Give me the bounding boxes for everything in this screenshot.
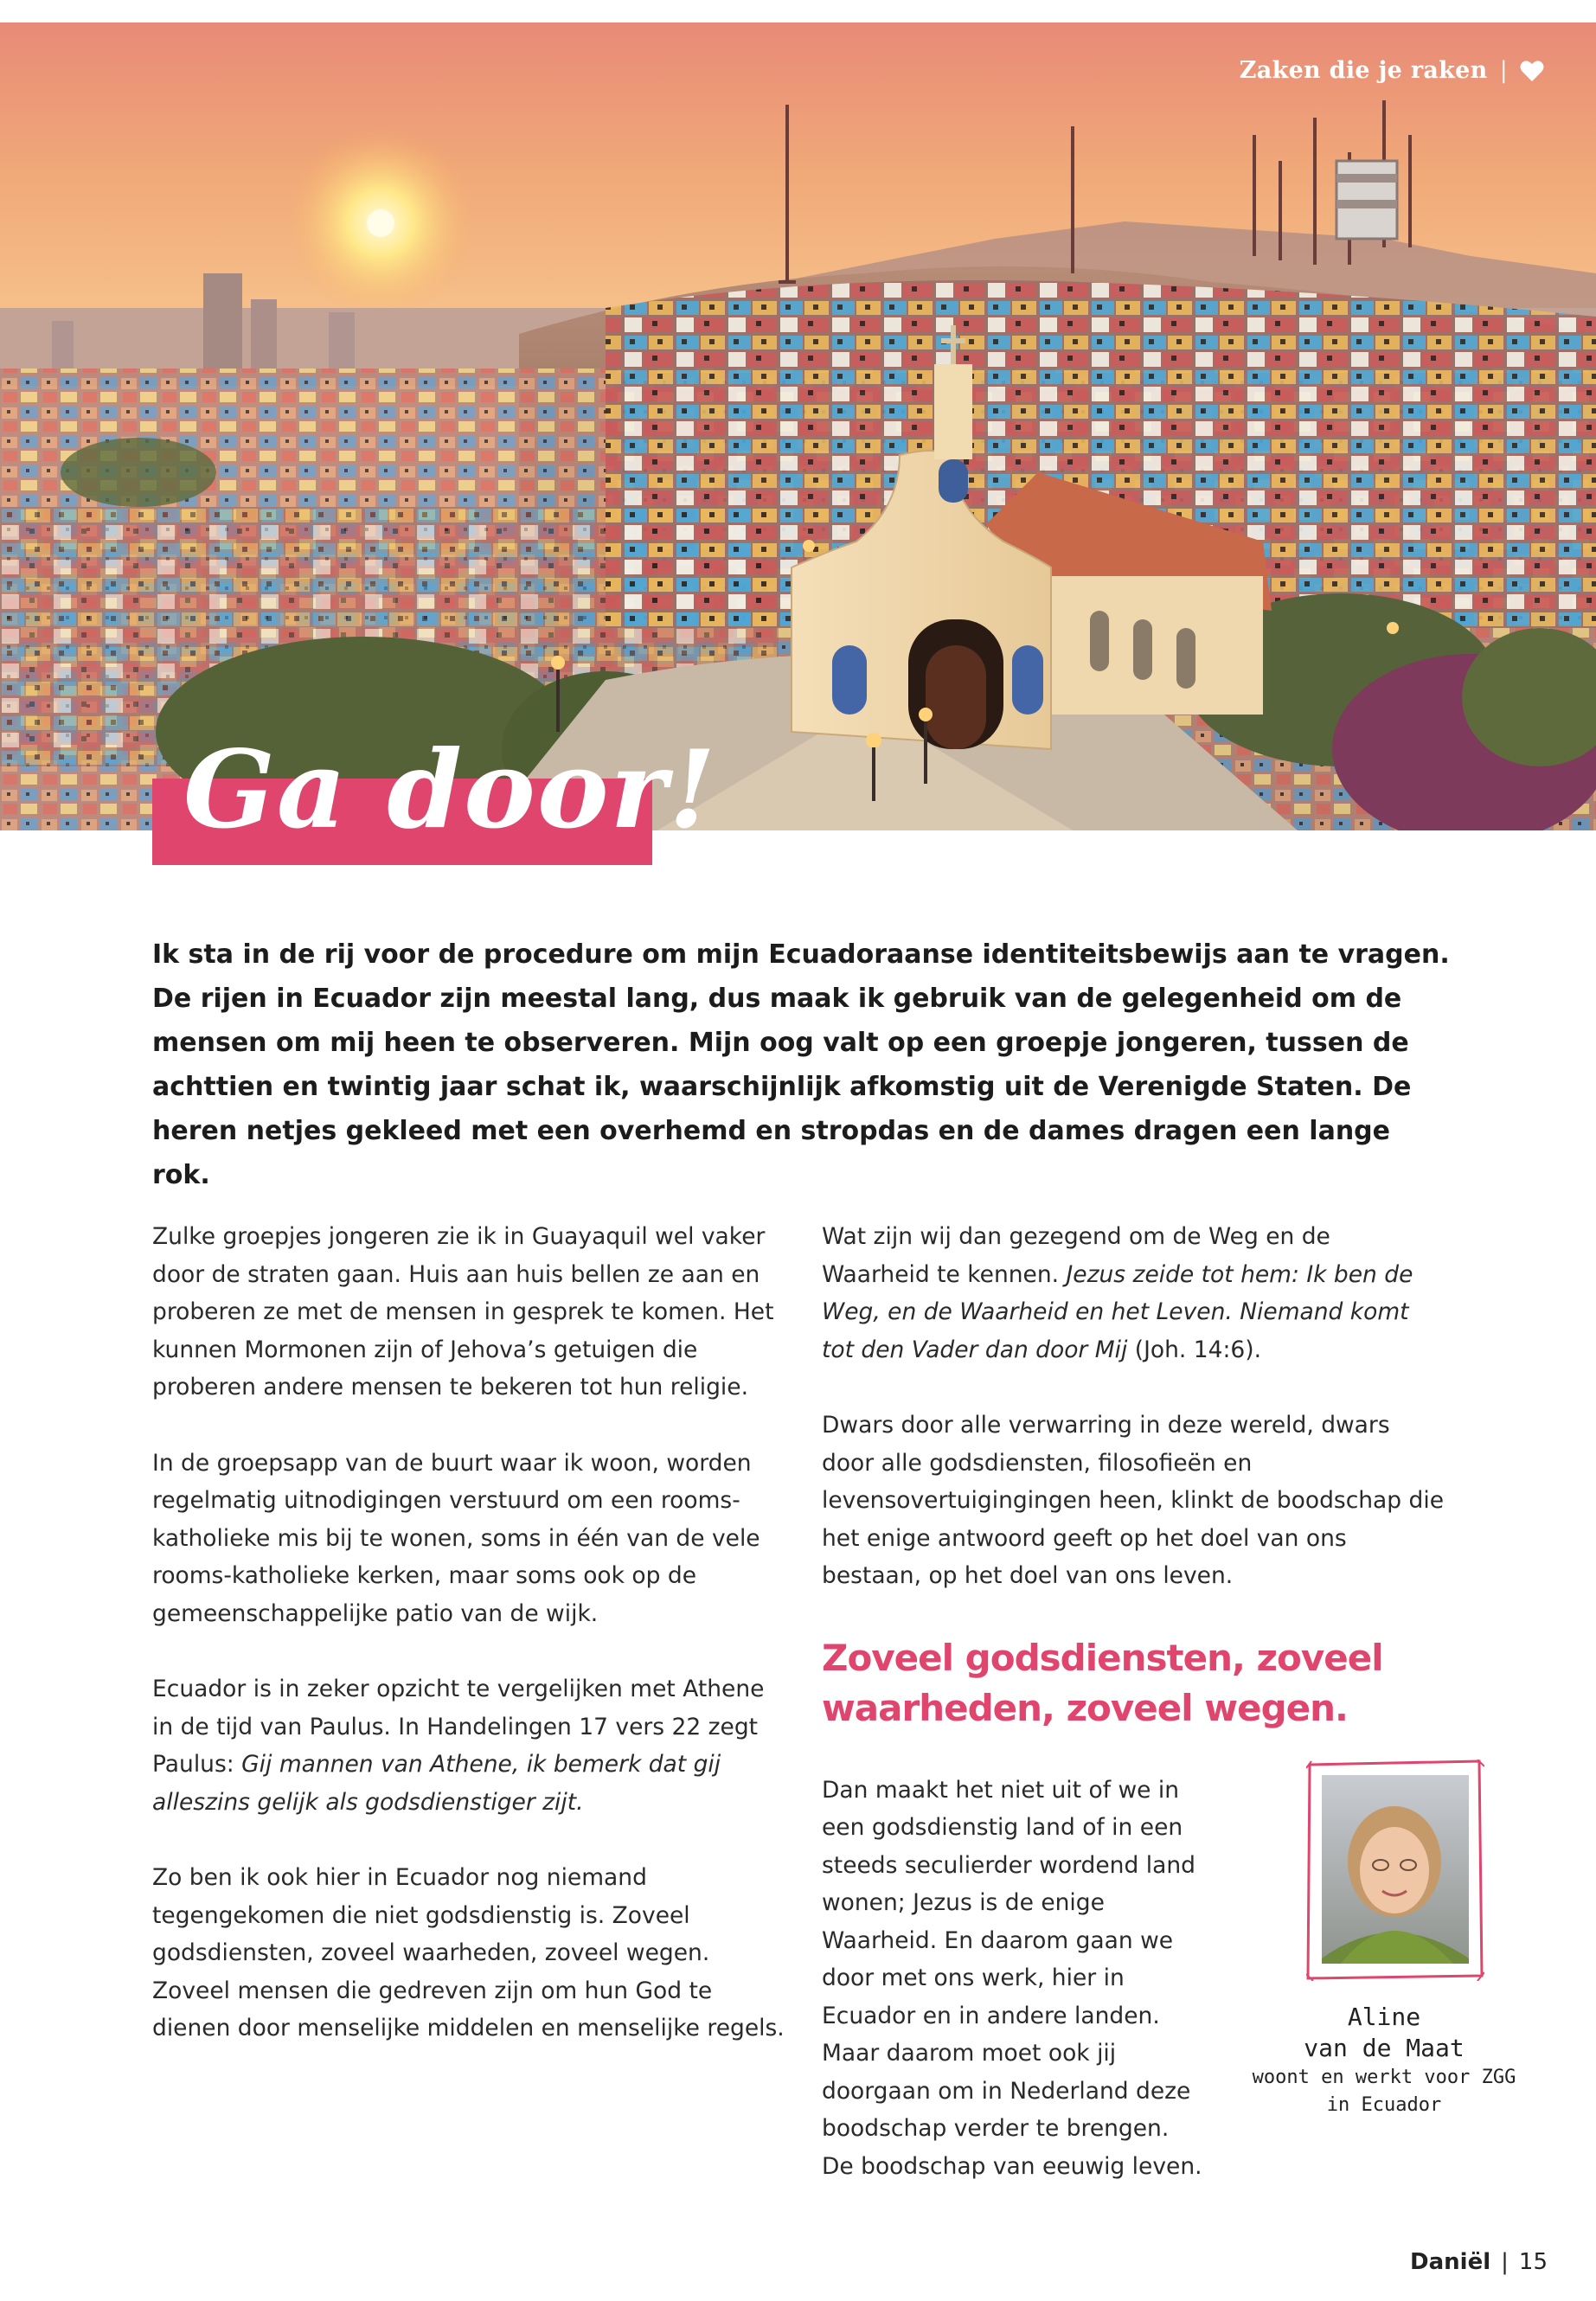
paragraph-with-quote (152, 1670, 792, 1821)
author-caption (1246, 2002, 1522, 2119)
heart-icon (1520, 60, 1544, 82)
left-column (152, 1218, 792, 2086)
paragraph: Zo ben ik ook hier in Ecuador nog niemand tegengekomen die niet godsdienstig is. Zoveel godsdiensten, zoveel waarheden, zoveel wegen. Zoveel mensen die gedreven zijn om hun God te dienen door menselijke middelen en menselijke regels. (152, 1864, 785, 2041)
paragraph: Dwars door alle verwarring in deze wereld, dwars door alle godsdiensten, filosofieën en levensovertuigingingen heen, klinkt de boodschap die het enige antwoord geeft op het doel van ons bestaan, op het doel van ons leven. (822, 1412, 1445, 1589)
divider: | (1499, 57, 1508, 84)
author-last-name: van de Maat (1304, 2034, 1465, 2062)
section-label-text: Zaken die je raken (1239, 57, 1488, 84)
magazine-name: Daniël (1410, 2249, 1491, 2275)
paragraph: Dan maakt het niet uit of we in een godsdienstig land of in een steeds seculierder wordend land wonen; Jezus is de enige Waarheid. En daarom gaan we door met ons werk, hier in Ecuador en in andere landen. Maar daarom moet ook jij doorgaan om in Nederland deze boodschap verder te brengen. De boodschap van eeuwig leven. (822, 1776, 1202, 2180)
page-footer (1410, 2249, 1548, 2275)
paragraph-text: Wat zijn wij dan gezegend om de Weg en de Waarheid te kennen. (822, 1223, 1330, 1288)
page-number: 15 (1518, 2249, 1548, 2275)
author-first-name: Aline (1347, 2003, 1421, 2031)
city-sunset-illustration (0, 22, 1596, 830)
author-photo (1306, 1759, 1484, 1981)
bible-reference: (Joh. 14:6). (1127, 1336, 1262, 1363)
divider: | (1501, 2249, 1509, 2275)
paragraph-with-quote (822, 1218, 1445, 1368)
article-intro: Ik sta in de rij voor de procedure om mijn Ecuadoraanse identiteitsbewijs aan te vragen. De rijen in Ecuador zijn meestal lang, dus maak ik gebruik van de gelegenheid om de mensen om mij heen te observeren. Mijn oog valt op een groepje jongeren, tussen de achttien en twintig jaar schat ik, waarschijnlijk afkomstig uit de Verenigde Staten. De heren netjes gekleed met een overhemd en stropdas en de dames dragen een lange rok. (152, 939, 1450, 1190)
bible-quote: Jezus zeide tot hem: Ik ben de Weg, en de Waarheid en het Leven. Niemand komt tot den Vader dan door Mij (822, 1260, 1413, 1363)
article-title: Ga door! (183, 727, 718, 853)
paragraph-text: Ecuador is in zeker opzicht te vergelijken met Athene in de tijd van Paulus. In Handelingen 17 vers 22 zegt Paulus: (152, 1676, 765, 1778)
bible-quote: Gij mannen van Athene, ik bemerk dat gij alleszins gelijk als godsdienstiger zijt. (152, 1751, 721, 1816)
section-label (1240, 57, 1544, 84)
paragraph: In de groepsapp van de buurt waar ik woon, worden regelmatig uitnodigingen verstuurd om een rooms-katholieke mis bij te wonen, soms in één van de vele rooms-katholieke kerken, maar soms ook op de gemeenschappelijke patio van de wijk. (152, 1449, 760, 1627)
paragraph: Zulke groepjes jongeren zie ik in Guayaquil wel vaker door de straten gaan. Huis aan huis bellen ze aan en proberen ze met de mensen in gesprek te komen. Het kunnen Mormonen zijn of Jehova’s getuigen die proberen andere mensen te bekeren tot hun religie. (152, 1223, 774, 1400)
author-description: woont en werkt voor ZGG in Ecuador (1252, 2067, 1516, 2116)
hero-photo (0, 22, 1596, 830)
subheading: Zoveel godsdiensten, zoveel waarheden, zoveel wegen. (822, 1636, 1383, 1729)
